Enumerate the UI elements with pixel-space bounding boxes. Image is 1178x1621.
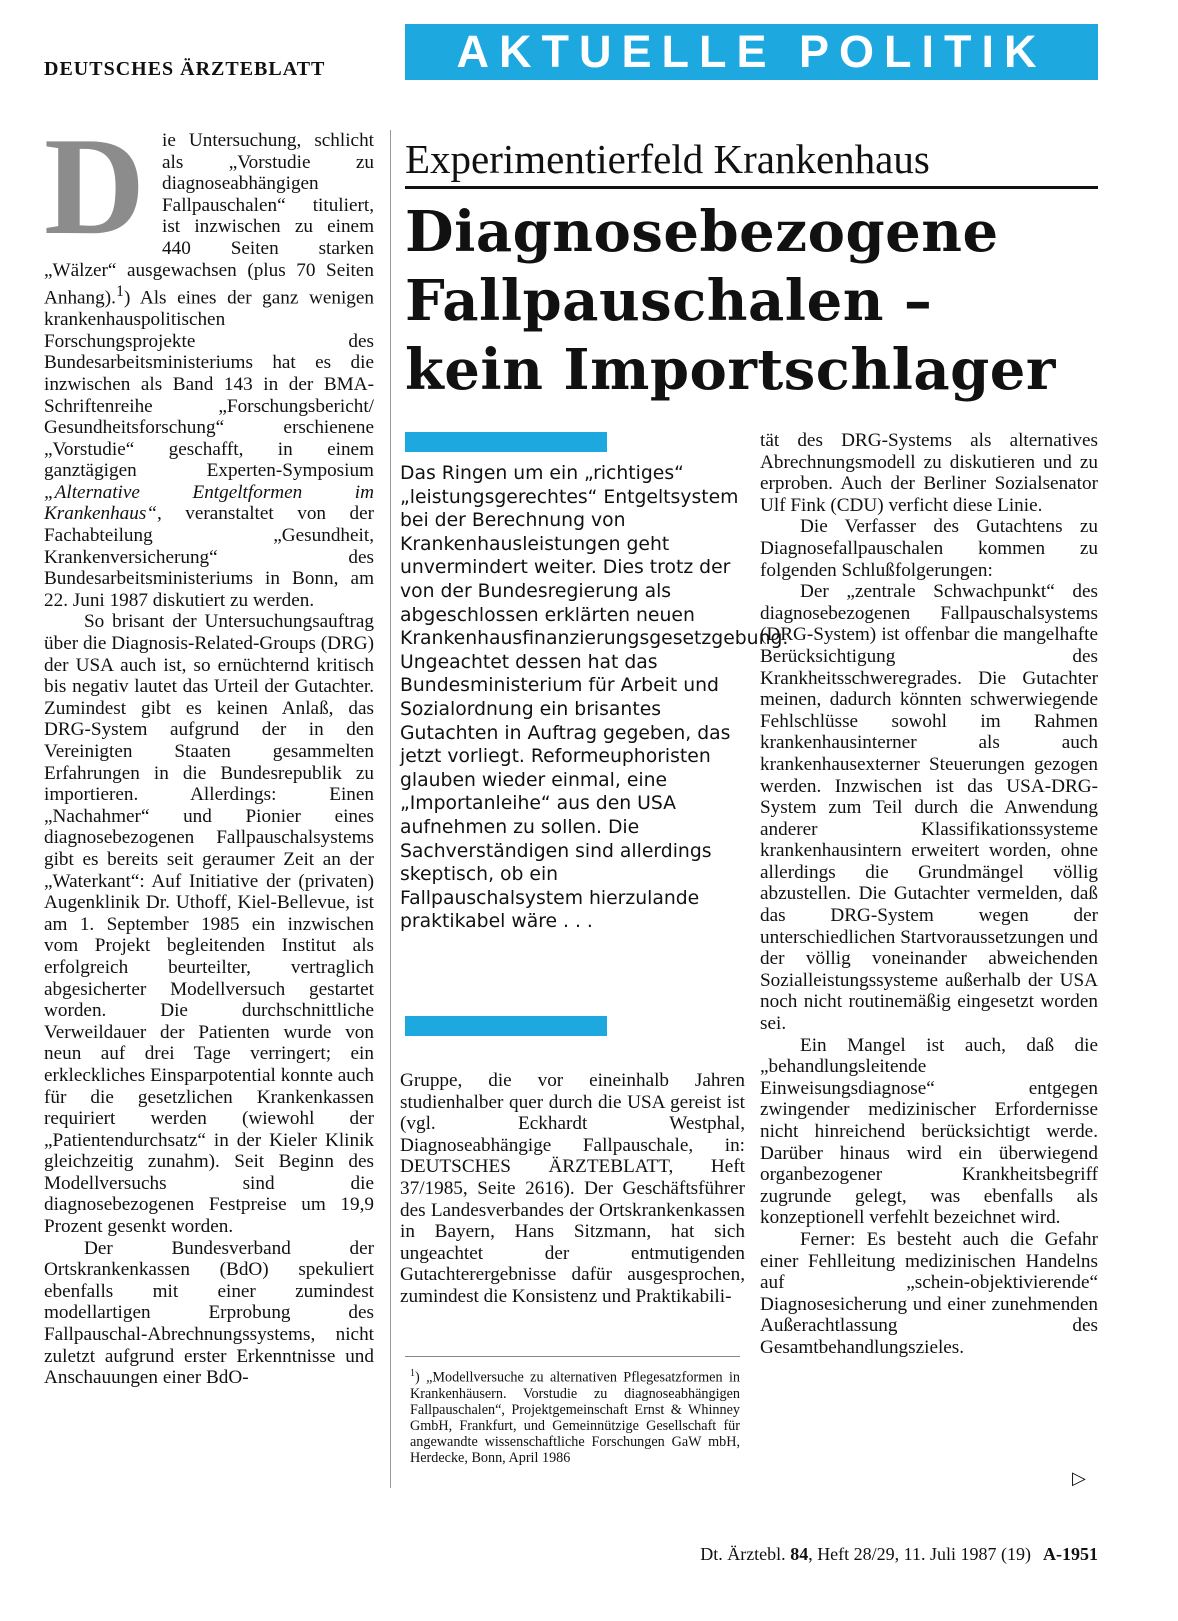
- column-divider: [390, 130, 391, 1488]
- footnote: $^1$) „Modellversuche zu alternativen Pflegesatzformen in Krankenhäusern. Vorstudie zu diagnoseabhängigen Fallpauschalen“, Projektgemeinschaft Ernst & Whinney GmbH, Frankfurt, und Gemeinnützige Gesellschaft für angewandte wissenschaftliche Forschungen GaW mbH, Herdecke, Bonn, April 1986: [410, 1368, 740, 1466]
- article-column-1: [44, 109, 374, 1389]
- lead-paragraph: Das Ringen um ein „richtiges“ „leistungsgerechtes“ Entgeltsystem bei der Berechnung von Krankenhausleistungen geht unvermindert weiter. Dies trotz der von der Bundesregierung als abgeschlossen erklärten neuen Krankenhausfinanzierungsgesetzgebung. Ungeachtet dessen hat das Bundesministerium für Arbeit und Sozialordnung ein brisantes Gutachten in Auftrag gegeben, das jetzt vorliegt. Reformeuphoristen glauben wieder einmal, eine „Importanleihe“ aus den USA aufnehmen zu sollen. Die Sachverständigen sind allerdings skeptisch, ob ein Fallpauschalsystem hierzulande praktikabel wäre . . .: [400, 463, 789, 933]
- continued-arrow-icon: ▷: [1072, 1468, 1086, 1489]
- body-paragraph: Ferner: Es besteht auch die Gefahr einer Fehlleitung medizinischen Handelns auf „schein-objektivierende“ Diagnosesicherung und einer zunehmenden Außerachtlassung des Gesamtbehandlungszieles.: [760, 1228, 1098, 1358]
- page-footer: [600, 1544, 1098, 1565]
- footer-journal: Dt. Ärztebl.: [700, 1544, 786, 1564]
- footnote-mark: 1: [410, 1368, 415, 1379]
- footer-issue: , Heft 28/29, 11. Juli 1987 (19): [808, 1544, 1031, 1564]
- footnote-reference: 1: [115, 283, 124, 301]
- body-paragraph: Die Verfasser des Gutachtens zu Diagnosefallpauschalen kommen zu folgenden Schlußfolgerungen:: [760, 516, 1098, 581]
- body-paragraph: Der „zentrale Schwachpunkt“ des diagnosebezogenen Fallpauschalsystems (DRG-System) ist offenbar die mangelhafte Berücksichtigung des Krankheitsschweregrades. Die Gutachter meinen, dadurch könnten schwerwiegende Fehlschlüsse sowohl im Rahmen krankenhausinterner als auch krankenhausexterner Steuerungen gezogen werden. Inzwischen ist das USA-DRG-System zum Teil durch die Anwendung anderer Klassifikationssysteme krankenhausintern erweitert worden, ohne allerdings die Grundmängel völlig abzustellen. Die Gutachter vermelden, daß das DRG-System wegen der unterschiedlichen Startvoraussetzungen und der völlig voneinander abweichenden Sozialleistungssysteme außerhalb der USA noch nicht routinemäßig eingesetzt worden sei.: [760, 581, 1098, 1035]
- body-paragraph: tät des DRG-Systems als alternatives Abrechnungsmodell zu diskutieren und zu erproben. Auch der Berliner Sozialsenator Ulf Fink (CDU) verficht diese Linie.: [760, 430, 1098, 516]
- footnote-rule: [405, 1356, 740, 1357]
- section-banner: AKTUELLE POLITIK: [405, 24, 1098, 80]
- body-paragraph: Ein Mangel ist auch, daß die „behandlungsleitende Einweisungsdiagnose“ entgegen zwingender medizinischer Erfordernisse nicht hinreichend berücksichtigt werde. Darüber hinaus wird ein überwiegend organbezogener Krankheitsbegriff zugrunde gelegt, was ebenfalls als konzeptionell verfehlt bezeichnet wird.: [760, 1034, 1098, 1229]
- headline-line: Fallpauschalen –: [405, 268, 933, 334]
- body-paragraph: Gruppe, die vor eineinhalb Jahren studienhalber quer durch die USA gereist ist (vgl. Eckhardt Westphal, Diagnoseabhängige Fallpauschale, in: DEUTSCHES ÄRZTEBLATT, Heft 37/1985, Seite 2616). Der Geschäftsführer des Landesverbandes der Ortskrankenkassen in Bayern, Hans Sitzmann, hat sich ungeachtet der entmutigenden Gutachterergebnisse dafür ausgesprochen, zumindest die Konsistenz und Praktikabili-: [400, 1070, 745, 1307]
- headline-line: kein Importschlager: [405, 337, 1056, 403]
- article-column-3: [760, 430, 1098, 1359]
- body-paragraph: Der Bundesverband der Ortskrankenkassen (BdO) spekuliert ebenfalls mit einer zumindest modellartigen Erprobung des Fallpauschal-Abrechnungssystems, nicht zuletzt aufgrund erster Erkenntnisse und Anschauungen einer BdO-: [44, 1237, 374, 1389]
- footer-page-number: A-1951: [1043, 1544, 1098, 1564]
- intro-paragraph: Die Untersuchung, schlicht als „Vorstudie zu diagnoseabhängigen Fallpauschalen“ tituliert, ist inzwischen zu einem 440 Seiten starken „Wälzer“ ausgewachsen (plus 70 Seiten Anhang).$^1$) Als eines der ganz wenigen krankenhauspolitischen Forschungsprojekte des Bundesarbeitsministeriums hat es die inzwischen als Band 143 in der BMA-Schriftenreihe „Forschungsbericht/ Gesundheitsforschung“ erschienene „Vorstudie“ geschafft, in einem ganztägigen Experten-Symposium „Alternative Entgeltformen im Krankenhaus“, veranstaltet von der Fachabteilung „Gesundheit, Krankenversicherung“ des Bundesarbeitsministeriums in Bonn, am 22. Juni 1987 diskutiert zu werden.: [44, 109, 374, 611]
- footer-volume: 84: [790, 1544, 809, 1564]
- symposium-title: „Alternative Entgeltformen im Krankenhaus“,: [44, 481, 374, 525]
- drop-cap: D: [44, 109, 146, 264]
- lead-top-bar: [405, 432, 607, 452]
- lead-bottom-bar: [405, 1016, 607, 1036]
- body-paragraph: So brisant der Untersuchungsauftrag über die Diagnosis-Related-Groups (DRG) der USA auch ist, so ernüchternd kritisch bis negativ lautet das Urteil der Gutachter. Zumindest gibt es keinen Anlaß, das DRG-System aufgrund der in den Vereinigten Staaten gesammelten Erfahrungen in die Bundesrepublik zu importieren. Allerdings: Einen „Nachahmer“ und Pionier eines diagnosebezogenen Fallpauschalsystems gibt es bereits seit geraumer Zeit an der „Waterkant“: Auf Initiative der (privaten) Augenklinik Dr. Uthoff, Kiel-Bellevue, ist am 1. September 1985 ein inzwischen vom Projekt begleitenden Institut als erfolgreich beurteilter, vertraglich abgesicherter Modellversuch gestartet worden. Die durchschnittliche Verweildauer der Patienten wurde von neun auf drei Tage verringert; ein erkleckliches Einsparpotential konnte auch für die gesetzlichen Krankenkassen requiriert werden (wiewohl der „Patientendurchsatz“ in der Kieler Klinik gleichzeitig zunahm). Seit Beginn des Modellversuchs sind die diagnosebezogenen Festpreise um 19,9 Prozent gesenkt worden.: [44, 611, 374, 1238]
- article-headline: [405, 198, 1098, 405]
- headline-line: Diagnosebezogene: [405, 199, 999, 265]
- title-rule: [405, 186, 1098, 189]
- masthead: DEUTSCHES ÄRZTEBLATT: [44, 58, 326, 80]
- article-kicker: Experimentierfeld Krankenhaus: [405, 136, 930, 182]
- article-column-2: [400, 1070, 745, 1308]
